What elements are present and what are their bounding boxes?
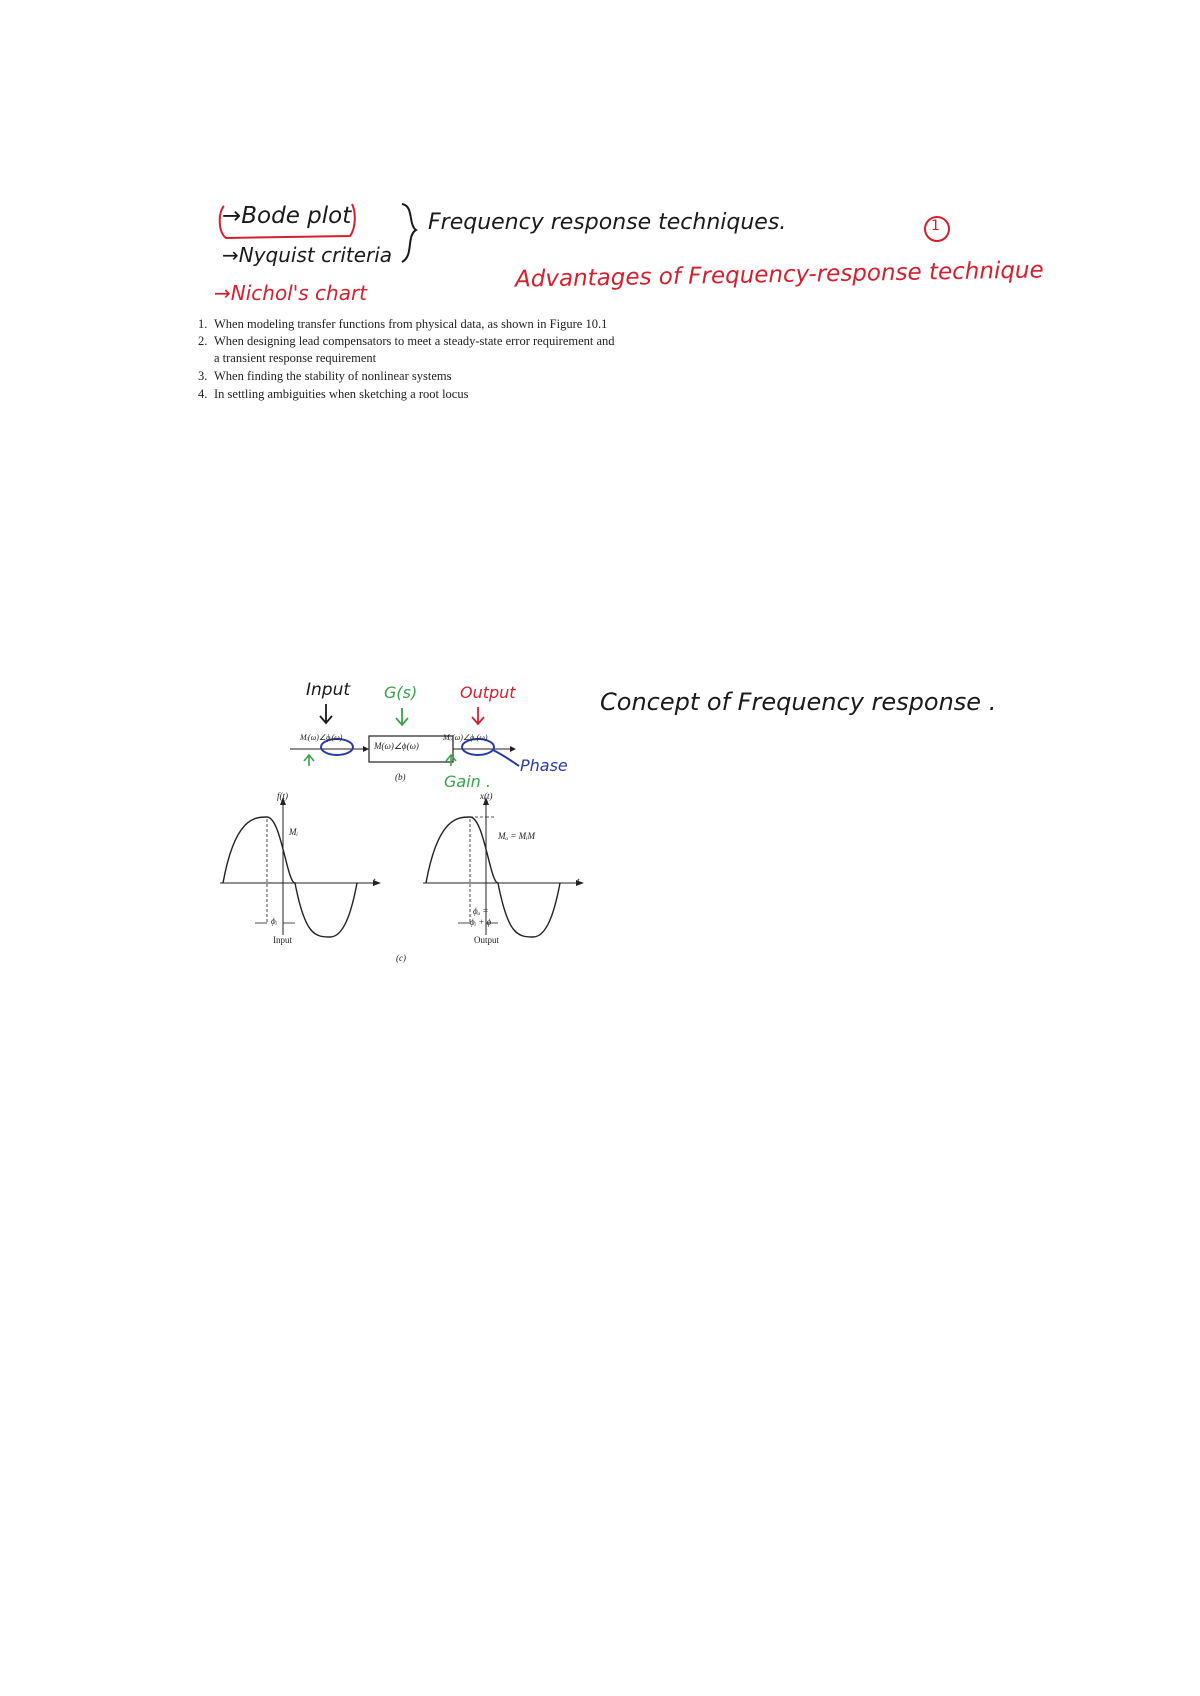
f-axis-label: f(t) xyxy=(277,791,288,801)
concept-heading: Concept of Frequency response . xyxy=(600,688,997,716)
list-item: 1. When modeling transfer functions from physical data, as shown in Figure 10.1 xyxy=(198,317,608,331)
output-note: Output xyxy=(460,683,516,702)
input-waveform xyxy=(215,795,395,945)
input-signal-label: Mᵢ(ω)∠ϕᵢ(ω) xyxy=(300,733,343,742)
brace-icon xyxy=(398,200,422,266)
mo-label: Mₒ = MᵢM xyxy=(498,831,536,841)
bode-plot-note: →Bode plot xyxy=(222,203,352,229)
transfer-block-label: M(ω)∠ϕ(ω) xyxy=(374,741,419,751)
mi-label: Mᵢ xyxy=(289,827,298,837)
page-number: 1 xyxy=(931,218,940,234)
list-item: 4. In settling ambiguities when sketching a root locus xyxy=(198,387,469,401)
gs-note: G(s) xyxy=(384,683,418,702)
t-axis-label-output: t xyxy=(577,876,580,886)
input-caption: Input xyxy=(273,935,292,945)
figure-b-label: (b) xyxy=(395,772,406,782)
nyquist-note: →Nyquist criteria xyxy=(222,243,393,267)
frequency-response-techniques-note: Frequency response techniques. xyxy=(428,210,787,235)
input-note: Input xyxy=(306,680,351,700)
t-axis-label-input: t xyxy=(373,876,376,886)
phi-o-label-top: ϕₒ = xyxy=(473,906,489,916)
advantages-heading: Advantages of Frequency-response technique xyxy=(514,257,1044,293)
phi-i-label: ϕᵢ xyxy=(271,916,278,926)
phase-note: Phase xyxy=(520,756,568,775)
list-item: a transient response requirement xyxy=(214,351,377,365)
output-signal-label: Mₒ(ω)∠ϕₒ(ω) xyxy=(443,733,488,742)
x-axis-label: x(t) xyxy=(480,791,493,801)
output-waveform xyxy=(418,795,598,945)
nichols-note: →Nichol's chart xyxy=(214,281,368,305)
advantages-list xyxy=(198,316,615,403)
gain-note: Gain . xyxy=(444,772,491,791)
phi-o-label-bottom: ϕᵢ + ϕ xyxy=(470,917,492,927)
figure-c-label: (c) xyxy=(396,953,406,963)
list-item: 3. When finding the stability of nonlinear systems xyxy=(198,369,452,383)
output-caption: Output xyxy=(474,935,500,945)
list-item: 2. When designing lead compensators to meet a steady-state error requirement and xyxy=(198,334,615,348)
